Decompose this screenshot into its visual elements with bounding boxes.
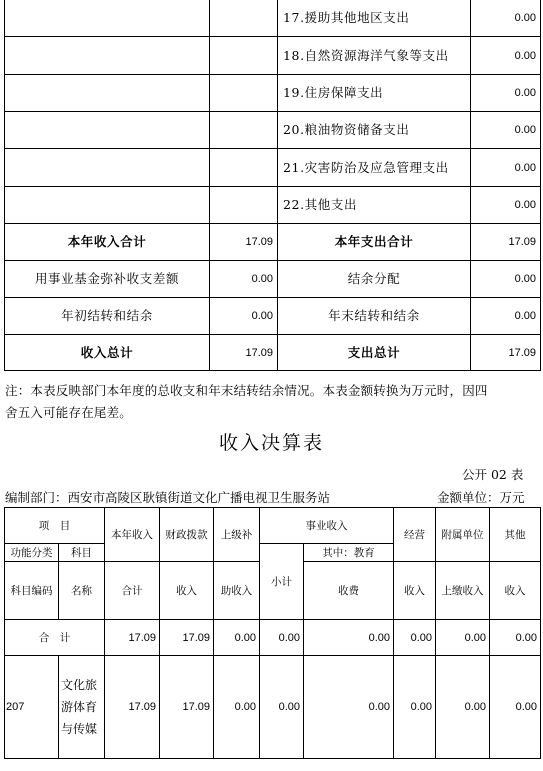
subject-code: 207 <box>5 656 59 759</box>
department-label: 编制部门：西安市高陵区耿镇街道文化广播电视卫生服务站 <box>5 490 331 505</box>
expense-label: 22.其他支出 <box>278 187 471 224</box>
totals-row <box>5 335 541 371</box>
header-superior-b: 助收入 <box>214 562 260 620</box>
subject-name-line: 与传媒 <box>61 722 98 736</box>
note-line-2: 舍五入可能存在尾差。 <box>5 405 133 420</box>
header-edu-fee-a: 其中：教育 <box>304 544 394 562</box>
expense-label: 19.住房保障支出 <box>278 75 471 112</box>
header-subject-code: 科目编码 <box>5 562 59 620</box>
unit-label: 金额单位：万元 <box>437 490 525 505</box>
totals-row <box>5 261 541 298</box>
header-subtotal: 小计 <box>260 544 304 620</box>
row-cell: 17.09 <box>105 656 160 759</box>
expense-value: 0.00 <box>471 37 541 75</box>
header-affiliate-b: 上缴收入 <box>436 562 490 620</box>
expense-row <box>5 0 541 37</box>
total-cell: 0.00 <box>214 620 260 656</box>
expense-label: 21.灾害防治及应急管理支出 <box>278 149 471 187</box>
expense-label: 20.粮油物资储备支出 <box>278 112 471 149</box>
totals-right-label: 结余分配 <box>278 261 471 298</box>
header-business: 事业收入 <box>260 508 394 544</box>
totals-right-label: 年末结转和结余 <box>278 298 471 335</box>
expense-row <box>5 112 541 149</box>
expense-value: 0.00 <box>471 187 541 224</box>
totals-left-value: 0.00 <box>210 298 278 335</box>
totals-left-value: 0.00 <box>210 261 278 298</box>
totals-right-value: 0.00 <box>471 298 541 335</box>
total-row <box>5 620 541 656</box>
total-cell: 17.09 <box>160 620 214 656</box>
header-fiscal-sub: 收入 <box>160 562 214 620</box>
total-cell: 0.00 <box>490 620 541 656</box>
total-cell: 17.09 <box>105 620 160 656</box>
totals-left-label: 本年收入合计 <box>5 224 210 261</box>
expense-value: 0.00 <box>471 75 541 112</box>
total-cell: 0.00 <box>260 620 304 656</box>
subject-name-line: 游体育 <box>61 700 98 714</box>
header-edu-fee-b: 收费 <box>304 562 394 620</box>
totals-right-value: 17.09 <box>471 335 541 371</box>
expense-value: 0.00 <box>471 0 541 37</box>
header-annual-income: 本年收入 <box>105 508 160 562</box>
totals-right-value: 17.09 <box>471 224 541 261</box>
row-cell: 17.09 <box>160 656 214 759</box>
totals-left-label: 年初结转和结余 <box>5 298 210 335</box>
table-row <box>5 656 541 759</box>
page-title: 收入决算表 <box>218 432 324 454</box>
expense-row <box>5 75 541 112</box>
row-cell: 0.00 <box>260 656 304 759</box>
row-cell: 0.00 <box>394 656 436 759</box>
expense-row <box>5 149 541 187</box>
expense-label: 17.援助其他地区支出 <box>278 0 471 37</box>
expense-value: 0.00 <box>471 149 541 187</box>
header-name: 名称 <box>59 562 105 620</box>
row-cell: 0.00 <box>436 656 490 759</box>
expense-label: 18.自然资源海洋气象等支出 <box>278 37 471 75</box>
totals-right-label: 支出总计 <box>278 335 471 371</box>
header-other-b: 收入 <box>490 562 541 620</box>
subject-name-line: 文化旅 <box>61 678 98 692</box>
doc-number: 公开 02 表 <box>462 467 524 482</box>
totals-left-label: 收入总计 <box>5 335 210 371</box>
note-line-1: 注：本表反映部门本年度的总收支和年末结转结余情况。本表金额转换为万元时，因四 <box>5 383 488 398</box>
header-other-a: 其他 <box>490 508 541 562</box>
summary-table <box>4 0 541 371</box>
income-table <box>4 507 541 759</box>
totals-row <box>5 224 541 261</box>
row-cell: 0.00 <box>490 656 541 759</box>
totals-left-value: 17.09 <box>210 224 278 261</box>
totals-left-label: 用事业基金弥补收支差额 <box>5 261 210 298</box>
totals-left-value: 17.09 <box>210 335 278 371</box>
totals-right-value: 0.00 <box>471 261 541 298</box>
header-item: 项 目 <box>5 508 105 544</box>
header-operating-a: 经营 <box>394 508 436 562</box>
header-superior-a: 上级补 <box>214 508 260 562</box>
totals-right-label: 本年支出合计 <box>278 224 471 261</box>
header-operating-b: 收入 <box>394 562 436 620</box>
total-cell: 0.00 <box>436 620 490 656</box>
total-label: 合 计 <box>5 620 105 656</box>
totals-row <box>5 298 541 335</box>
total-cell: 0.00 <box>304 620 394 656</box>
expense-row <box>5 37 541 75</box>
expense-value: 0.00 <box>471 112 541 149</box>
expense-row <box>5 187 541 224</box>
header-func-class: 功能分类 <box>5 544 59 562</box>
header-fiscal: 财政拨款 <box>160 508 214 562</box>
header-total: 合计 <box>105 562 160 620</box>
row-cell: 0.00 <box>304 656 394 759</box>
total-cell: 0.00 <box>394 620 436 656</box>
row-cell: 0.00 <box>214 656 260 759</box>
subject-name <box>59 656 105 759</box>
header-subject: 科目 <box>59 544 105 562</box>
header-affiliate-a: 附属单位 <box>436 508 490 562</box>
